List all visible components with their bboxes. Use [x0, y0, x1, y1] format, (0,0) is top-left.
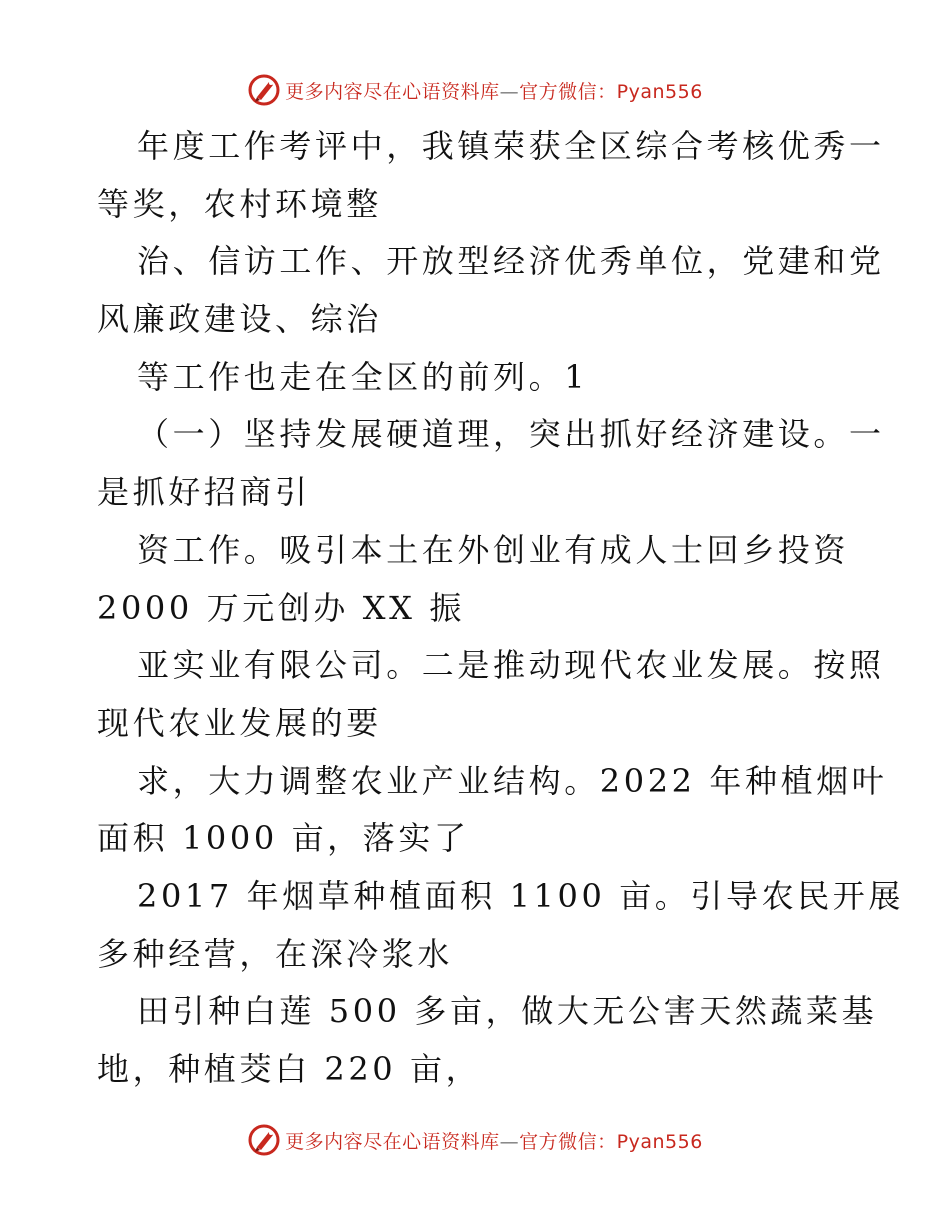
header-banner-wechat: 官方微信：Pyan556: [519, 80, 703, 103]
body-line: 2017 年烟草种植面积 1100 亩。引导农民开展: [137, 876, 904, 915]
body-line: （一）坚持发展硬道理，突出抓好经济建设。一: [137, 415, 885, 454]
footer-banner-text: [285, 1127, 703, 1154]
body-line: 等工作也走在全区的前列。1: [137, 357, 589, 396]
header-banner-main: 更多内容尽在心语资料库: [285, 80, 500, 103]
body-line: 亚实业有限公司。二是推动现代农业发展。按照: [137, 646, 885, 685]
body-line: 是抓好招商引: [97, 473, 311, 512]
footer-banner-dash: —: [499, 1130, 520, 1153]
document-body: [97, 118, 904, 1099]
body-line: 田引种白莲 500 多亩，做大无公害天然蔬菜基: [137, 992, 878, 1031]
body-line: 地，种植茭白 220 亩，: [97, 1050, 482, 1088]
pen-logo-icon: [247, 73, 281, 107]
header-banner: [0, 70, 950, 110]
body-line: 面积 1000 亩，落实了: [97, 819, 470, 858]
body-line: 资工作。吸引本土在外创业有成人士回乡投资: [137, 530, 850, 569]
footer-banner: [0, 1120, 950, 1160]
body-line: 风廉政建设、综治: [97, 300, 382, 339]
header-banner-dash: —: [499, 80, 520, 103]
body-line: 等奖，农村环境整: [97, 184, 382, 223]
body-line: 现代农业发展的要: [97, 703, 382, 742]
body-line: 治、信访工作、开放型经济优秀单位，党建和党: [137, 242, 885, 281]
footer-banner-main: 更多内容尽在心语资料库: [285, 1130, 500, 1153]
body-line: 年度工作考评中，我镇荣获全区综合考核优秀一: [137, 127, 885, 165]
footer-banner-wechat: 官方微信：Pyan556: [519, 1130, 703, 1153]
body-line: 求，大力调整农业产业结构。2022 年种植烟叶: [137, 761, 888, 800]
body-line: 多种经营，在深冷浆水: [97, 934, 454, 973]
pen-logo-icon: [247, 1123, 281, 1157]
header-banner-text: [285, 77, 703, 104]
body-line: 2000 万元创办 XX 振: [97, 588, 465, 627]
